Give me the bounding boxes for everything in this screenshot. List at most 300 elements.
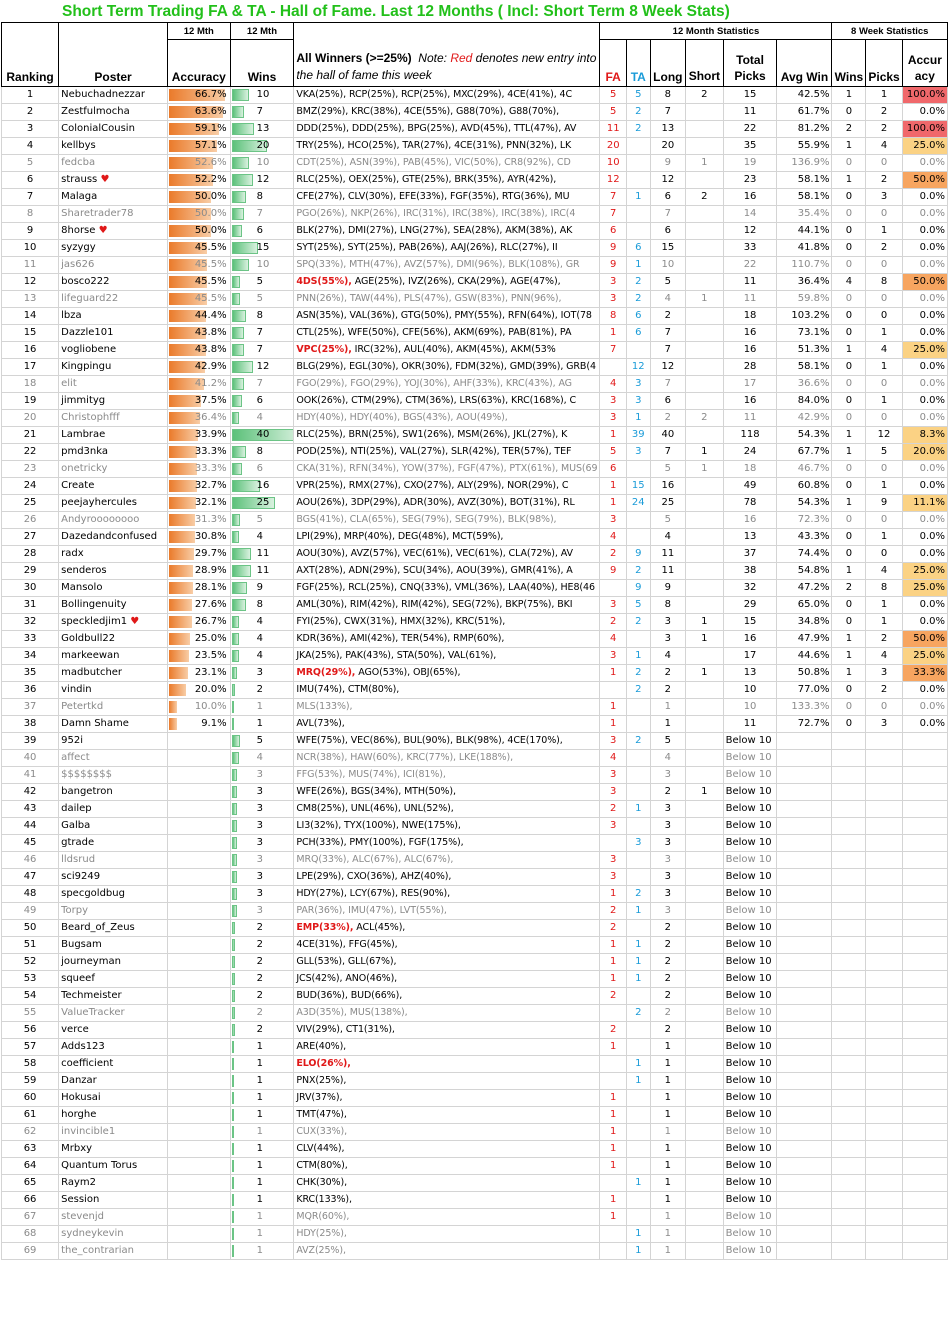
poster-cell[interactable] bbox=[59, 783, 168, 800]
short-cell: 2 bbox=[686, 86, 724, 103]
picks-8wk-cell bbox=[866, 1174, 902, 1191]
poster-cell[interactable] bbox=[59, 103, 168, 120]
winners-list: CLV(44%), bbox=[296, 1143, 345, 1154]
poster-name[interactable]: Andyroooooooo bbox=[61, 514, 140, 525]
long-cell: 20 bbox=[650, 137, 686, 154]
total-picks-cell: Below 10 bbox=[723, 1021, 777, 1038]
poster-cell[interactable] bbox=[59, 698, 168, 715]
poster-cell[interactable] bbox=[59, 1038, 168, 1055]
table-row bbox=[2, 613, 948, 630]
total-picks-cell: 18 bbox=[723, 307, 777, 324]
avg-win-cell: 136.9% bbox=[777, 154, 832, 171]
accuracy-value bbox=[224, 888, 230, 899]
ta-cell bbox=[626, 919, 650, 936]
poster-name[interactable]: Mrbxy bbox=[61, 1143, 93, 1154]
table-row bbox=[2, 545, 948, 562]
ta-cell: 3 bbox=[626, 375, 650, 392]
wins-value: 1 bbox=[256, 1041, 263, 1052]
ta-cell: 2 bbox=[626, 290, 650, 307]
poster-cell[interactable] bbox=[59, 579, 168, 596]
picks-8wk-cell bbox=[866, 1089, 902, 1106]
poster-cell[interactable] bbox=[59, 562, 168, 579]
long-cell: 3 bbox=[650, 902, 686, 919]
poster-name[interactable]: Dazedandconfused bbox=[61, 531, 158, 542]
poster-name[interactable]: Adds123 bbox=[61, 1041, 105, 1052]
poster-cell[interactable] bbox=[59, 120, 168, 137]
wins-8wk-cell: 0 bbox=[832, 239, 866, 256]
rank-cell: 5 bbox=[2, 154, 59, 171]
wins-cell bbox=[230, 1055, 294, 1072]
avg-win-cell: 34.8% bbox=[777, 613, 832, 630]
avg-win-cell: 36.6% bbox=[777, 375, 832, 392]
poster-name[interactable]: Bugsam bbox=[61, 939, 102, 950]
avg-win-cell: 47.2% bbox=[777, 579, 832, 596]
poster-name[interactable]: Nebuchadnezzar bbox=[61, 89, 145, 100]
accuracy-8wk-cell bbox=[902, 732, 947, 749]
poster-name[interactable]: senderos bbox=[61, 565, 107, 576]
poster-cell[interactable] bbox=[59, 885, 168, 902]
poster-cell[interactable] bbox=[59, 766, 168, 783]
poster-cell[interactable] bbox=[59, 749, 168, 766]
poster-cell[interactable] bbox=[59, 290, 168, 307]
ta-cell: 9 bbox=[626, 579, 650, 596]
accuracy-8wk-cell: 0.0% bbox=[902, 324, 947, 341]
long-cell: 2 bbox=[650, 783, 686, 800]
poster-name[interactable]: madbutcher bbox=[61, 667, 123, 678]
avg-win-cell: 47.9% bbox=[777, 630, 832, 647]
wins-value: 1 bbox=[256, 1058, 263, 1069]
poster-name[interactable]: affect bbox=[61, 752, 90, 763]
poster-cell[interactable] bbox=[59, 511, 168, 528]
poster-name[interactable]: peejayhercules bbox=[61, 497, 137, 508]
long-cell: 6 bbox=[650, 222, 686, 239]
wins-8wk-cell: 0 bbox=[832, 681, 866, 698]
winners-list: OOK(26%), CTM(29%), CTM(36%), LRS(63%), KRC(168%), C bbox=[296, 395, 577, 406]
poster-cell[interactable] bbox=[59, 477, 168, 494]
fa-cell: 4 bbox=[600, 630, 627, 647]
poster-name[interactable]: radx bbox=[61, 548, 84, 559]
wins-8wk-cell: 0 bbox=[832, 511, 866, 528]
poster-name[interactable]: specgoldbug bbox=[61, 888, 125, 899]
poster-cell[interactable] bbox=[59, 205, 168, 222]
winners-list: HDY(25%), bbox=[296, 1228, 347, 1239]
wins-8wk-cell: 1 bbox=[832, 494, 866, 511]
poster-cell[interactable] bbox=[59, 1106, 168, 1123]
poster-name[interactable]: elit bbox=[61, 378, 77, 389]
total-picks-cell: 15 bbox=[723, 86, 777, 103]
poster-cell[interactable] bbox=[59, 596, 168, 613]
ta-cell: 3 bbox=[626, 443, 650, 460]
poster-cell[interactable] bbox=[59, 1089, 168, 1106]
ta-cell: 2 bbox=[626, 664, 650, 681]
poster-name[interactable]: bangetron bbox=[61, 786, 113, 797]
avg-win-cell: 73.1% bbox=[777, 324, 832, 341]
poster-cell[interactable] bbox=[59, 664, 168, 681]
poster-name[interactable]: lifeguard22 bbox=[61, 293, 119, 304]
poster-cell[interactable] bbox=[59, 1055, 168, 1072]
poster-name[interactable]: journeyman bbox=[61, 956, 121, 967]
picks-8wk-cell bbox=[866, 783, 902, 800]
accuracy-bar bbox=[169, 718, 177, 730]
poster-name[interactable]: Christophfff bbox=[61, 412, 120, 423]
long-cell: 7 bbox=[650, 324, 686, 341]
poster-cell[interactable] bbox=[59, 613, 168, 630]
fa-cell: 1 bbox=[600, 1106, 627, 1123]
poster-name[interactable]: sci9249 bbox=[61, 871, 101, 882]
accuracy-cell bbox=[168, 766, 231, 783]
poster-cell[interactable] bbox=[59, 919, 168, 936]
poster-cell[interactable] bbox=[59, 171, 168, 188]
accuracy-8wk-cell: 25.0% bbox=[902, 647, 947, 664]
rank-cell: 29 bbox=[2, 562, 59, 579]
wins-8wk-cell bbox=[832, 1242, 866, 1259]
avg-win-cell: 61.7% bbox=[777, 103, 832, 120]
poster-name[interactable]: jas626 bbox=[61, 259, 95, 270]
total-picks-cell: Below 10 bbox=[723, 885, 777, 902]
fa-cell: 3 bbox=[600, 647, 627, 664]
picks-8wk-cell bbox=[866, 868, 902, 885]
accuracy-cell bbox=[168, 715, 231, 732]
winners-list: LPI(29%), MRP(40%), DEG(48%), MCT(59%), bbox=[296, 531, 504, 542]
short-cell: 1 bbox=[686, 613, 724, 630]
poster-cell[interactable] bbox=[59, 137, 168, 154]
picks-8wk-cell: 1 bbox=[866, 477, 902, 494]
fa-cell: 1 bbox=[600, 698, 627, 715]
poster-name[interactable]: $$$$$$$$ bbox=[61, 769, 113, 780]
poster-name[interactable]: stevenjd bbox=[61, 1211, 104, 1222]
short-cell bbox=[686, 358, 724, 375]
fa-cell: 1 bbox=[600, 936, 627, 953]
winners-cell bbox=[294, 375, 600, 392]
accuracy-cell bbox=[168, 86, 231, 103]
wins-value: 7 bbox=[256, 106, 263, 117]
poster-cell[interactable] bbox=[59, 817, 168, 834]
poster-name[interactable]: fedcba bbox=[61, 157, 96, 168]
poster-cell[interactable] bbox=[59, 800, 168, 817]
wins-value: 10 bbox=[256, 89, 270, 100]
poster-cell[interactable] bbox=[59, 154, 168, 171]
ta-cell bbox=[626, 460, 650, 477]
accuracy-value: 29.7% bbox=[194, 548, 227, 559]
accuracy-cell bbox=[168, 290, 231, 307]
accuracy-cell bbox=[168, 1242, 231, 1259]
heart-icon: ♥ bbox=[100, 174, 110, 185]
poster-name[interactable]: Quantum Torus bbox=[61, 1160, 138, 1171]
poster-name[interactable]: invincible1 bbox=[61, 1126, 116, 1137]
accuracy-8wk-cell bbox=[902, 936, 947, 953]
avg-win-cell: 60.8% bbox=[777, 477, 832, 494]
picks-8wk-cell: 1 bbox=[866, 222, 902, 239]
avg-win-cell bbox=[777, 1089, 832, 1106]
picks-8wk-cell: 0 bbox=[866, 545, 902, 562]
wins-8wk-cell: 0 bbox=[832, 460, 866, 477]
poster-name[interactable]: lbza bbox=[61, 310, 82, 321]
wins-8wk-cell: 0 bbox=[832, 188, 866, 205]
ta-cell: 12 bbox=[626, 358, 650, 375]
ta-cell bbox=[626, 987, 650, 1004]
ta-cell: 2 bbox=[626, 562, 650, 579]
poster-cell[interactable] bbox=[59, 460, 168, 477]
poster-name[interactable]: Petertkd bbox=[61, 701, 104, 712]
rank-cell: 51 bbox=[2, 936, 59, 953]
avg-win-cell bbox=[777, 800, 832, 817]
total-picks-cell: Below 10 bbox=[723, 1038, 777, 1055]
poster-cell[interactable] bbox=[59, 545, 168, 562]
poster-cell[interactable] bbox=[59, 1021, 168, 1038]
poster-name[interactable]: Hokusai bbox=[61, 1092, 101, 1103]
poster-name[interactable]: onetricky bbox=[61, 463, 108, 474]
poster-cell[interactable] bbox=[59, 1174, 168, 1191]
accuracy-cell bbox=[168, 902, 231, 919]
poster-name[interactable]: Danzar bbox=[61, 1075, 97, 1086]
winners-cell bbox=[294, 1157, 600, 1174]
poster-cell[interactable] bbox=[59, 630, 168, 647]
poster-name[interactable]: ValueTracker bbox=[61, 1007, 125, 1018]
accuracy-cell bbox=[168, 171, 231, 188]
winners-cell bbox=[294, 290, 600, 307]
poster-cell[interactable] bbox=[59, 1242, 168, 1259]
rank-cell: 42 bbox=[2, 783, 59, 800]
poster-name[interactable]: pmd3nka bbox=[61, 446, 109, 457]
poster-name[interactable]: 952i bbox=[61, 735, 83, 746]
ta-cell bbox=[626, 1038, 650, 1055]
table-row bbox=[2, 749, 948, 766]
poster-name[interactable]: Dazzle101 bbox=[61, 327, 114, 338]
accuracy-cell bbox=[168, 851, 231, 868]
long-cell: 5 bbox=[650, 273, 686, 290]
long-cell: 12 bbox=[650, 171, 686, 188]
long-cell: 8 bbox=[650, 86, 686, 103]
accuracy-8wk-cell bbox=[902, 970, 947, 987]
avg-win-cell bbox=[777, 1140, 832, 1157]
accuracy-bar bbox=[169, 548, 194, 560]
poster-name[interactable]: Bollingenuity bbox=[61, 599, 127, 610]
poster-cell[interactable] bbox=[59, 1191, 168, 1208]
poster-name[interactable]: speckledjim1 bbox=[61, 616, 128, 627]
picks-8wk-cell: 0 bbox=[866, 511, 902, 528]
poster-cell[interactable] bbox=[59, 494, 168, 511]
poster-cell[interactable] bbox=[59, 307, 168, 324]
ta-cell bbox=[626, 1123, 650, 1140]
poster-cell[interactable] bbox=[59, 426, 168, 443]
rank-cell: 59 bbox=[2, 1072, 59, 1089]
winners-cell bbox=[294, 358, 600, 375]
accuracy-8wk-cell: 25.0% bbox=[902, 341, 947, 358]
poster-cell[interactable] bbox=[59, 868, 168, 885]
accuracy-8wk-cell bbox=[902, 817, 947, 834]
winners-cell bbox=[294, 647, 600, 664]
poster-name[interactable]: Malaga bbox=[61, 191, 98, 202]
poster-name[interactable]: Beard_of_Zeus bbox=[61, 922, 135, 933]
wins-value: 3 bbox=[256, 871, 263, 882]
poster-name[interactable]: strauss bbox=[61, 174, 98, 185]
rank-cell: 53 bbox=[2, 970, 59, 987]
accuracy-8wk-cell bbox=[902, 1106, 947, 1123]
poster-cell[interactable] bbox=[59, 188, 168, 205]
ta-cell: 2 bbox=[626, 613, 650, 630]
poster-cell[interactable] bbox=[59, 528, 168, 545]
poster-cell[interactable] bbox=[59, 392, 168, 409]
fa-cell bbox=[600, 1242, 627, 1259]
table-row bbox=[2, 171, 948, 188]
table-row bbox=[2, 1089, 948, 1106]
poster-cell[interactable] bbox=[59, 341, 168, 358]
accuracy-value: 66.7% bbox=[194, 89, 227, 100]
poster-cell[interactable] bbox=[59, 970, 168, 987]
picks-8wk-cell: 12 bbox=[866, 426, 902, 443]
poster-name[interactable]: dailep bbox=[61, 803, 92, 814]
wins-value: 12 bbox=[256, 174, 270, 185]
poster-cell[interactable] bbox=[59, 851, 168, 868]
wins-value: 1 bbox=[256, 1109, 263, 1120]
total-picks-cell: Below 10 bbox=[723, 1004, 777, 1021]
poster-name[interactable]: Techmeister bbox=[61, 990, 122, 1001]
poster-cell[interactable] bbox=[59, 834, 168, 851]
poster-name[interactable]: sydneykevin bbox=[61, 1228, 124, 1239]
accuracy-value bbox=[224, 1058, 230, 1069]
poster-name[interactable]: kellbys bbox=[61, 140, 96, 151]
fa-cell: 1 bbox=[600, 1157, 627, 1174]
poster-name[interactable]: horghe bbox=[61, 1109, 97, 1120]
winners-cell bbox=[294, 732, 600, 749]
poster-cell[interactable] bbox=[59, 902, 168, 919]
accuracy-cell bbox=[168, 579, 231, 596]
fa-cell: 9 bbox=[600, 562, 627, 579]
poster-cell[interactable] bbox=[59, 222, 168, 239]
long-cell: 7 bbox=[650, 103, 686, 120]
poster-cell[interactable] bbox=[59, 273, 168, 290]
poster-cell[interactable] bbox=[59, 239, 168, 256]
poster-name[interactable]: Raym2 bbox=[61, 1177, 97, 1188]
poster-cell[interactable] bbox=[59, 1140, 168, 1157]
table-row bbox=[2, 120, 948, 137]
poster-name[interactable]: vogliobene bbox=[61, 344, 117, 355]
accuracy-cell bbox=[168, 545, 231, 562]
wins-value: 4 bbox=[256, 531, 263, 542]
poster-name[interactable]: syzygy bbox=[61, 242, 96, 253]
poster-name[interactable]: markeewan bbox=[61, 650, 120, 661]
avg-win-cell: 67.7% bbox=[777, 443, 832, 460]
poster-name[interactable]: the_contrarian bbox=[61, 1245, 135, 1256]
winners-list: HDY(27%), LCY(67%), RES(90%), bbox=[296, 888, 451, 899]
table-row bbox=[2, 579, 948, 596]
winners-list: CTM(80%), bbox=[296, 1160, 348, 1171]
poster-name[interactable]: gtrade bbox=[61, 837, 95, 848]
header-row-top bbox=[2, 23, 948, 40]
long-cell: 16 bbox=[650, 477, 686, 494]
long-cell: 3 bbox=[650, 800, 686, 817]
poster-name[interactable]: bosco222 bbox=[61, 276, 110, 287]
poster-name[interactable]: Goldbull22 bbox=[61, 633, 116, 644]
poster-cell[interactable] bbox=[59, 1225, 168, 1242]
poster-cell[interactable] bbox=[59, 443, 168, 460]
poster-cell[interactable] bbox=[59, 681, 168, 698]
poster-cell[interactable] bbox=[59, 324, 168, 341]
accuracy-cell bbox=[168, 919, 231, 936]
wins-8wk-cell: 0 bbox=[832, 307, 866, 324]
poster-name[interactable]: Torpy bbox=[61, 905, 89, 916]
poster-cell[interactable] bbox=[59, 409, 168, 426]
poster-cell[interactable] bbox=[59, 1004, 168, 1021]
poster-cell[interactable] bbox=[59, 358, 168, 375]
poster-name[interactable]: 8horse bbox=[61, 225, 96, 236]
poster-name[interactable]: verce bbox=[61, 1024, 89, 1035]
poster-cell[interactable] bbox=[59, 987, 168, 1004]
accuracy-value: 50.0% bbox=[194, 191, 227, 202]
long-cell: 3 bbox=[650, 851, 686, 868]
poster-name[interactable]: coefficient bbox=[61, 1058, 114, 1069]
accuracy-value: 33.3% bbox=[194, 463, 227, 474]
poster-cell[interactable] bbox=[59, 1072, 168, 1089]
accuracy-8wk-cell: 0.0% bbox=[902, 409, 947, 426]
winners-list: AOU(30%), AVZ(57%), VEC(61%), VEC(61%), CLA(72%), AV bbox=[296, 548, 573, 559]
poster-name[interactable]: vindin bbox=[61, 684, 92, 695]
accuracy-value: 52.2% bbox=[194, 174, 227, 185]
wins-cell bbox=[230, 137, 294, 154]
accuracy-cell bbox=[168, 477, 231, 494]
fa-cell: 1 bbox=[600, 715, 627, 732]
wins-cell bbox=[230, 579, 294, 596]
poster-name[interactable]: lldsrud bbox=[61, 854, 96, 865]
wins-8wk-cell bbox=[832, 936, 866, 953]
avg-win-cell bbox=[777, 936, 832, 953]
table-row bbox=[2, 1038, 948, 1055]
poster-cell[interactable] bbox=[59, 86, 168, 103]
poster-name[interactable]: Lambrae bbox=[61, 429, 106, 440]
poster-cell[interactable] bbox=[59, 1157, 168, 1174]
long-cell: 4 bbox=[650, 749, 686, 766]
poster-cell[interactable] bbox=[59, 953, 168, 970]
poster-name[interactable]: jimmityg bbox=[61, 395, 106, 406]
poster-cell[interactable] bbox=[59, 375, 168, 392]
poster-name[interactable]: ColonialCousin bbox=[61, 123, 135, 134]
poster-name[interactable]: Mansolo bbox=[61, 582, 103, 593]
poster-cell[interactable] bbox=[59, 647, 168, 664]
wins-8wk-cell bbox=[832, 1123, 866, 1140]
total-picks-cell: Below 10 bbox=[723, 953, 777, 970]
poster-cell[interactable] bbox=[59, 1208, 168, 1225]
poster-cell[interactable] bbox=[59, 936, 168, 953]
accuracy-8wk-cell: 0.0% bbox=[902, 205, 947, 222]
poster-cell[interactable] bbox=[59, 732, 168, 749]
poster-name[interactable]: Galba bbox=[61, 820, 91, 831]
short-cell bbox=[686, 103, 724, 120]
poster-cell[interactable] bbox=[59, 256, 168, 273]
wins-value: 3 bbox=[256, 786, 263, 797]
avg-win-cell: 36.4% bbox=[777, 273, 832, 290]
wins-8wk-cell bbox=[832, 885, 866, 902]
poster-name[interactable]: squeef bbox=[61, 973, 95, 984]
accuracy-value bbox=[224, 1143, 230, 1154]
poster-name[interactable]: Kingpingu bbox=[61, 361, 112, 372]
table-row bbox=[2, 647, 948, 664]
poster-cell[interactable] bbox=[59, 1123, 168, 1140]
poster-name[interactable]: Zestfulmocha bbox=[61, 106, 130, 117]
wins-8wk-cell bbox=[832, 868, 866, 885]
fa-cell: 10 bbox=[600, 154, 627, 171]
winners-list: WFE(26%), BGS(34%), MTH(50%), bbox=[296, 786, 456, 797]
poster-name[interactable]: Create bbox=[61, 480, 95, 491]
short-cell bbox=[686, 953, 724, 970]
poster-name[interactable]: Sharetrader78 bbox=[61, 208, 134, 219]
picks-8wk-cell bbox=[866, 1038, 902, 1055]
poster-name[interactable]: Session bbox=[61, 1194, 100, 1205]
poster-name[interactable]: Damn Shame bbox=[61, 718, 129, 729]
picks-8wk-cell: 8 bbox=[866, 273, 902, 290]
avg-win-cell bbox=[777, 1106, 832, 1123]
long-cell: 15 bbox=[650, 239, 686, 256]
poster-cell[interactable] bbox=[59, 715, 168, 732]
